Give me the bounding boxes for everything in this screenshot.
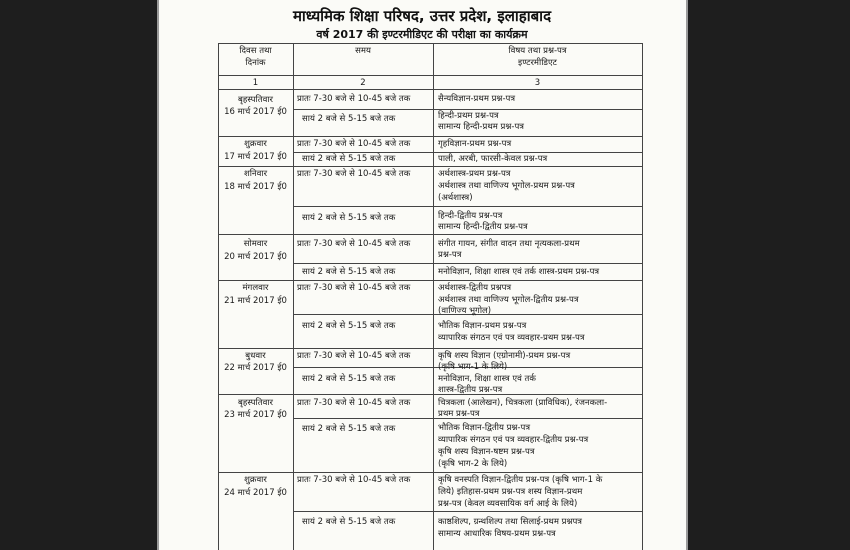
- day-name: बृहस्पतिवार: [238, 95, 273, 105]
- subject: अर्थशास्त्र-प्रथम प्रश्न-पत्र: [438, 169, 511, 179]
- page-left-edge: [157, 0, 159, 550]
- subject: सामान्य आधारिक विषय-प्रथम प्रश्न-पत्र: [438, 529, 556, 539]
- subject: भौतिक विज्ञान-द्वितीय प्रश्न-पत्र: [438, 423, 531, 433]
- time-slot: सायं 2 बजे से 5-15 बजे तक: [302, 374, 396, 384]
- subject: लिये) इतिहास-प्रथम प्रश्न-पत्र शस्य विज्ञान-प्रथम: [438, 487, 583, 497]
- exam-date: 16 मार्च 2017 ई0: [224, 107, 287, 117]
- subject: सामान्य हिन्दी-द्वितीय प्रश्न-पत्र: [438, 222, 528, 232]
- subject: चित्रकला (आलेखन), चित्रकला (प्राविधिक), रंजनकला-: [438, 398, 608, 408]
- subject: प्रश्न-पत्र: [438, 250, 462, 260]
- time-slot: सायं 2 बजे से 5-15 बजे तक: [302, 114, 396, 124]
- subject: भौतिक विज्ञान-प्रथम प्रश्न-पत्र: [438, 321, 527, 331]
- exam-date: 20 मार्च 2017 ई0: [224, 252, 287, 262]
- page-right-edge: [686, 0, 688, 550]
- exam-date: 22 मार्च 2017 ई0: [224, 363, 287, 373]
- subject: (कृषि भाग-2 के लिये): [438, 459, 508, 469]
- header-date-label: दिनांक: [245, 58, 266, 68]
- subject: व्यापारिक संगठन एवं पत्र व्यवहार-प्रथम प्रश्न-पत्र: [438, 333, 585, 343]
- time-slot: प्रातः 7-30 बजे से 10-45 बजे तक: [297, 169, 411, 179]
- time-slot: प्रातः 7-30 बजे से 10-45 बजे तक: [297, 94, 411, 104]
- day-name: बृहस्पतिवार: [238, 398, 273, 408]
- day-name: सोमवार: [243, 239, 268, 249]
- column-number: 2: [360, 78, 366, 88]
- subject: पाली, अरबी, फारसी-केवल प्रश्न-पत्र: [438, 154, 548, 164]
- header-subject-label: विषय तथा प्रश्न-पत्र: [508, 46, 567, 56]
- subject: अर्थशास्त्र तथा वाणिज्य भूगोल-प्रथम प्रश्न-पत्र: [438, 181, 575, 191]
- day-name: शुक्रवार: [244, 475, 267, 485]
- column-number: 3: [534, 78, 541, 88]
- subject: संगीत गायन, संगीत वादन तथा नृत्यकला-प्रथम: [438, 239, 580, 249]
- subject: मनोविज्ञान, शिक्षा शास्त्र एवं तर्क शास्त्र-प्रथम प्रश्न-पत्र: [438, 267, 600, 277]
- day-name: शनिवार: [243, 169, 268, 179]
- subject: सैन्यविज्ञान-प्रथम प्रश्न-पत्र: [438, 94, 516, 104]
- subject: काष्ठशिल्प, ग्रन्थशिल्प तथा सिलाई-प्रथम प्रश्नपत्र: [438, 517, 583, 527]
- exam-date: 18 मार्च 2017 ई0: [224, 182, 287, 192]
- day-name: मंगलवार: [242, 283, 269, 293]
- subject: शास्त्र-द्वितीय प्रश्न-पत्र: [438, 385, 503, 395]
- board-title: माध्यमिक शिक्षा परिषद, उत्तर प्रदेश, इलाहाबाद: [292, 7, 552, 25]
- time-slot: प्रातः 7-30 बजे से 10-45 बजे तक: [297, 475, 411, 485]
- header-day-label: दिवस तथा: [239, 46, 272, 56]
- subject: गृहविज्ञान-प्रथम प्रश्न-पत्र: [438, 139, 512, 149]
- subject: कृषि वनस्पति विज्ञान-द्वितीय प्रश्न-पत्र (कृषि भाग-1 के: [438, 475, 603, 485]
- header-time-label: समय: [355, 46, 371, 56]
- document-page: [158, 0, 686, 550]
- subject: अर्थशास्त्र-द्वितीय प्रश्नपत्र: [438, 283, 512, 293]
- day-name: बुधवार: [245, 351, 266, 361]
- subject: प्रश्न-पत्र (केवल व्यवसायिक वर्ग आई के लिये): [438, 499, 578, 509]
- exam-date: 24 मार्च 2017 ई0: [224, 488, 287, 498]
- subject: कृषि शस्य विज्ञान-षष्टम प्रश्न-पत्र: [438, 447, 535, 457]
- header-class-label: इण्टरमीडिएट: [518, 58, 557, 68]
- subject: मनोविज्ञान, शिक्षा शास्त्र एवं तर्क: [438, 374, 536, 384]
- subject: हिन्दी-द्वितीय प्रश्न-पत्र: [438, 211, 503, 221]
- day-name: शुक्रवार: [244, 139, 267, 149]
- time-slot: सायं 2 बजे से 5-15 बजे तक: [302, 321, 396, 331]
- subject: (अर्थशास्त्र): [438, 193, 473, 203]
- exam-date: 21 मार्च 2017 ई0: [224, 296, 287, 306]
- subject: (वाणिज्य भूगोल): [438, 306, 492, 316]
- subject: व्यापारिक संगठन एवं पत्र व्यवहार-द्वितीय प्रश्न-पत्र: [438, 435, 589, 445]
- subject: (कृषि भाग-1 के लिये): [438, 362, 508, 372]
- subject: सामान्य हिन्दी-प्रथम प्रश्न-पत्र: [438, 122, 524, 132]
- exam-date: 17 मार्च 2017 ई0: [224, 152, 287, 162]
- time-slot: प्रातः 7-30 बजे से 10-45 बजे तक: [297, 283, 411, 293]
- exam-date: 23 मार्च 2017 ई0: [224, 410, 287, 420]
- time-slot: सायं 2 बजे से 5-15 बजे तक: [302, 517, 396, 527]
- column-number: 1: [252, 78, 259, 88]
- time-slot: प्रातः 7-30 बजे से 10-45 बजे तक: [297, 139, 411, 149]
- subject: अर्थशास्त्र तथा वाणिज्य भूगोल-द्वितीय प्रश्न-पत्र: [438, 295, 579, 305]
- time-slot: प्रातः 7-30 बजे से 10-45 बजे तक: [297, 239, 411, 249]
- time-slot: सायं 2 बजे से 5-15 बजे तक: [302, 267, 396, 277]
- schedule-title: वर्ष 2017 की इण्टरमीडिएट की परीक्षा का कार्यक्रम: [316, 28, 528, 41]
- time-slot: सायं 2 बजे से 5-15 बजे तक: [302, 213, 396, 223]
- time-slot: प्रातः 7-30 बजे से 10-45 बजे तक: [297, 398, 411, 408]
- time-slot: सायं 2 बजे से 5-15 बजे तक: [302, 154, 396, 164]
- schedule-table: [218, 43, 643, 550]
- time-slot: सायं 2 बजे से 5-15 बजे तक: [302, 424, 396, 434]
- subject: प्रथम प्रश्न-पत्र: [438, 409, 480, 419]
- subject: हिन्दी-प्रथम प्रश्न-पत्र: [438, 111, 499, 121]
- subject: कृषि शस्य विज्ञान (एग्रोनामी)-प्रथम प्रश्न-पत्र: [438, 351, 571, 361]
- time-slot: प्रातः 7-30 बजे से 10-45 बजे तक: [297, 351, 411, 361]
